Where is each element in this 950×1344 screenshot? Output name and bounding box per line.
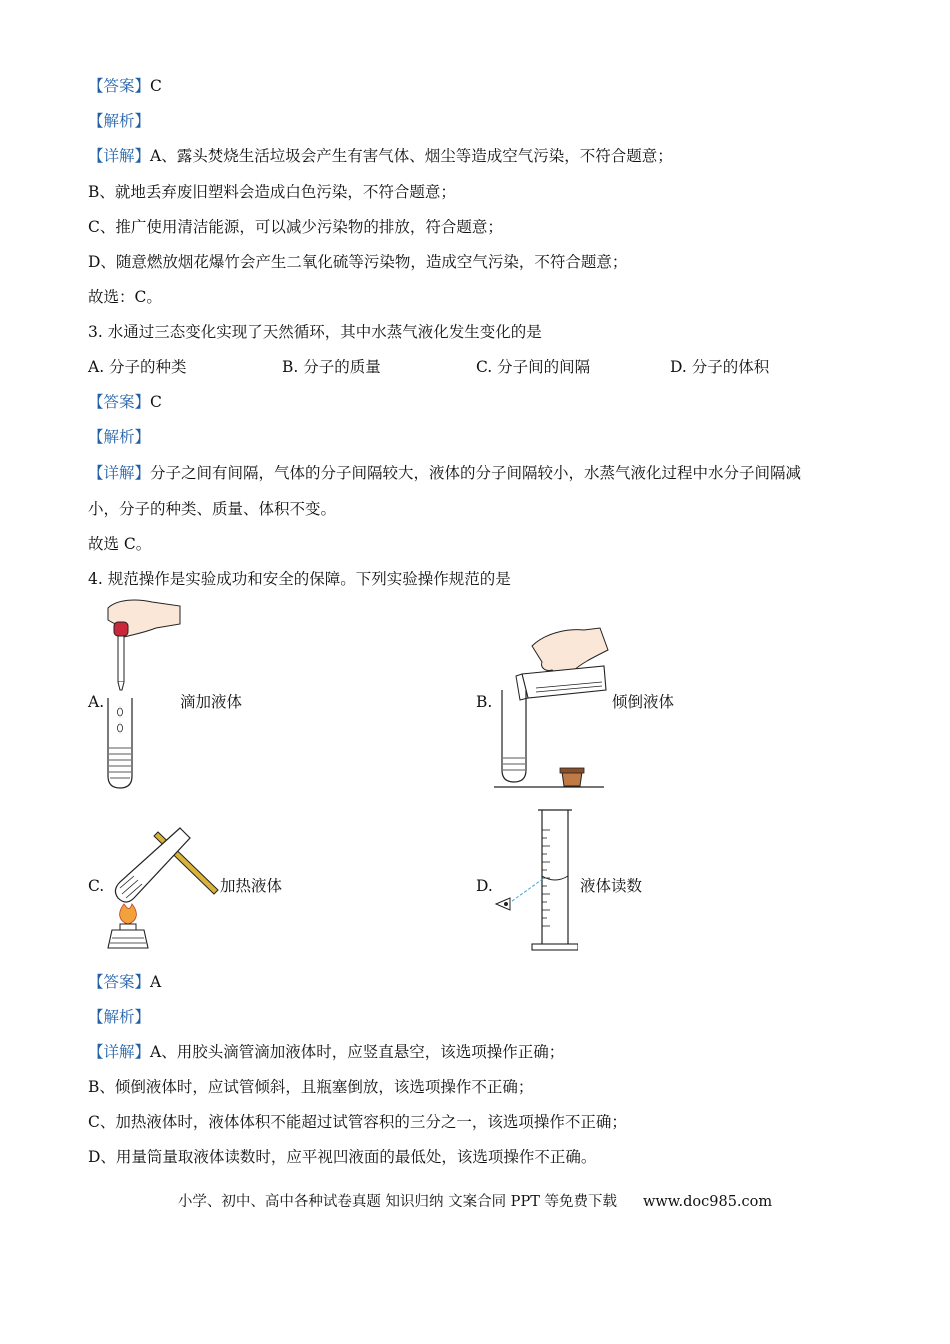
detail-line: B、就地丢弃废旧塑料会造成白色污染，不符合题意； (88, 183, 456, 201)
answer-tag: 【答案】 (88, 973, 151, 991)
pouring-liquid-figure (492, 624, 614, 790)
cylinder-reading-figure (494, 806, 578, 954)
heating-liquid-figure (100, 824, 222, 956)
footer-url[interactable]: www.doc985.com (642, 1194, 773, 1210)
analysis-tag: 【解析】 (88, 428, 151, 446)
page-footer (0, 1190, 950, 1211)
detail-text: A、露头焚烧生活垃圾会产生有害气体、烟尘等造成空气污染，不符合题意； (150, 147, 673, 165)
detail-line (88, 1042, 564, 1062)
detail-line: C、加热液体时，液体体积不能超过试管容积的三分之一，该选项操作不正确； (88, 1113, 627, 1131)
answer-line-q4 (88, 972, 161, 992)
detail-tag: 【详解】 (88, 464, 151, 482)
q4-option-c-letter: C. (88, 877, 105, 895)
q4-option-b-letter: B. (476, 693, 493, 711)
detail-line: B、倾倒液体时，应试管倾斜，且瓶塞倒放，该选项操作不正确； (88, 1078, 534, 1096)
answer-line-q2 (88, 76, 162, 96)
q4-option-a-caption: 滴加液体 (180, 693, 243, 711)
dropper-adding-liquid-figure (96, 598, 186, 794)
q3-option-a: A. 分子的种类 (88, 358, 187, 376)
detail-tag: 【详解】 (88, 1043, 151, 1061)
question-4-stem: 4. 规范操作是实验成功和安全的保障。下列实验操作规范的是 (88, 570, 511, 588)
q3-option-d: D. 分子的体积 (670, 358, 770, 376)
detail-tag: 【详解】 (88, 147, 151, 165)
footer-text: 小学、初中、高中各种试卷真题 知识归纳 文案合同 PPT 等免费下载 (177, 1194, 617, 1210)
answer-value: C (150, 393, 162, 411)
answer-tag: 【答案】 (88, 393, 151, 411)
conclusion-line: 故选：C。 (88, 288, 162, 306)
q4-option-d-letter: D. (476, 877, 493, 895)
answer-line-q3 (88, 392, 162, 412)
detail-line: 小，分子的种类、质量、体积不变。 (88, 500, 337, 518)
q4-option-a-letter: A. (88, 693, 105, 711)
q4-option-c-caption: 加热液体 (220, 877, 283, 895)
q3-option-b: B. 分子的质量 (282, 358, 381, 376)
detail-text: A、用胶头滴管滴加液体时，应竖直悬空，该选项操作正确； (150, 1043, 565, 1061)
analysis-tag: 【解析】 (88, 112, 151, 130)
q4-option-b-caption: 倾倒液体 (612, 693, 675, 711)
q4-option-d-caption: 液体读数 (580, 877, 643, 895)
detail-line: D、用量筒量取液体读数时，应平视凹液面的最低处，该选项操作不正确。 (88, 1148, 597, 1166)
detail-text: 分子之间有间隔，气体的分子间隔较大，液体的分子间隔较小，水蒸气液化过程中水分子间隔减 (150, 464, 802, 482)
detail-line: D、随意燃放烟花爆竹会产生二氧化硫等污染物，造成空气污染，不符合题意； (88, 253, 628, 271)
answer-value: C (150, 77, 162, 95)
answer-tag: 【答案】 (88, 77, 151, 95)
answer-value: A (150, 973, 162, 991)
detail-line (88, 463, 801, 483)
question-3-stem: 3. 水通过三态变化实现了天然循环，其中水蒸气液化发生变化的是 (88, 323, 542, 341)
detail-line: C、推广使用清洁能源，可以减少污染物的排放，符合题意； (88, 218, 503, 236)
q3-option-c: C. 分子间的间隔 (476, 358, 591, 376)
detail-line (88, 146, 673, 166)
analysis-tag: 【解析】 (88, 1008, 151, 1026)
conclusion-line: 故选 C。 (88, 535, 152, 553)
